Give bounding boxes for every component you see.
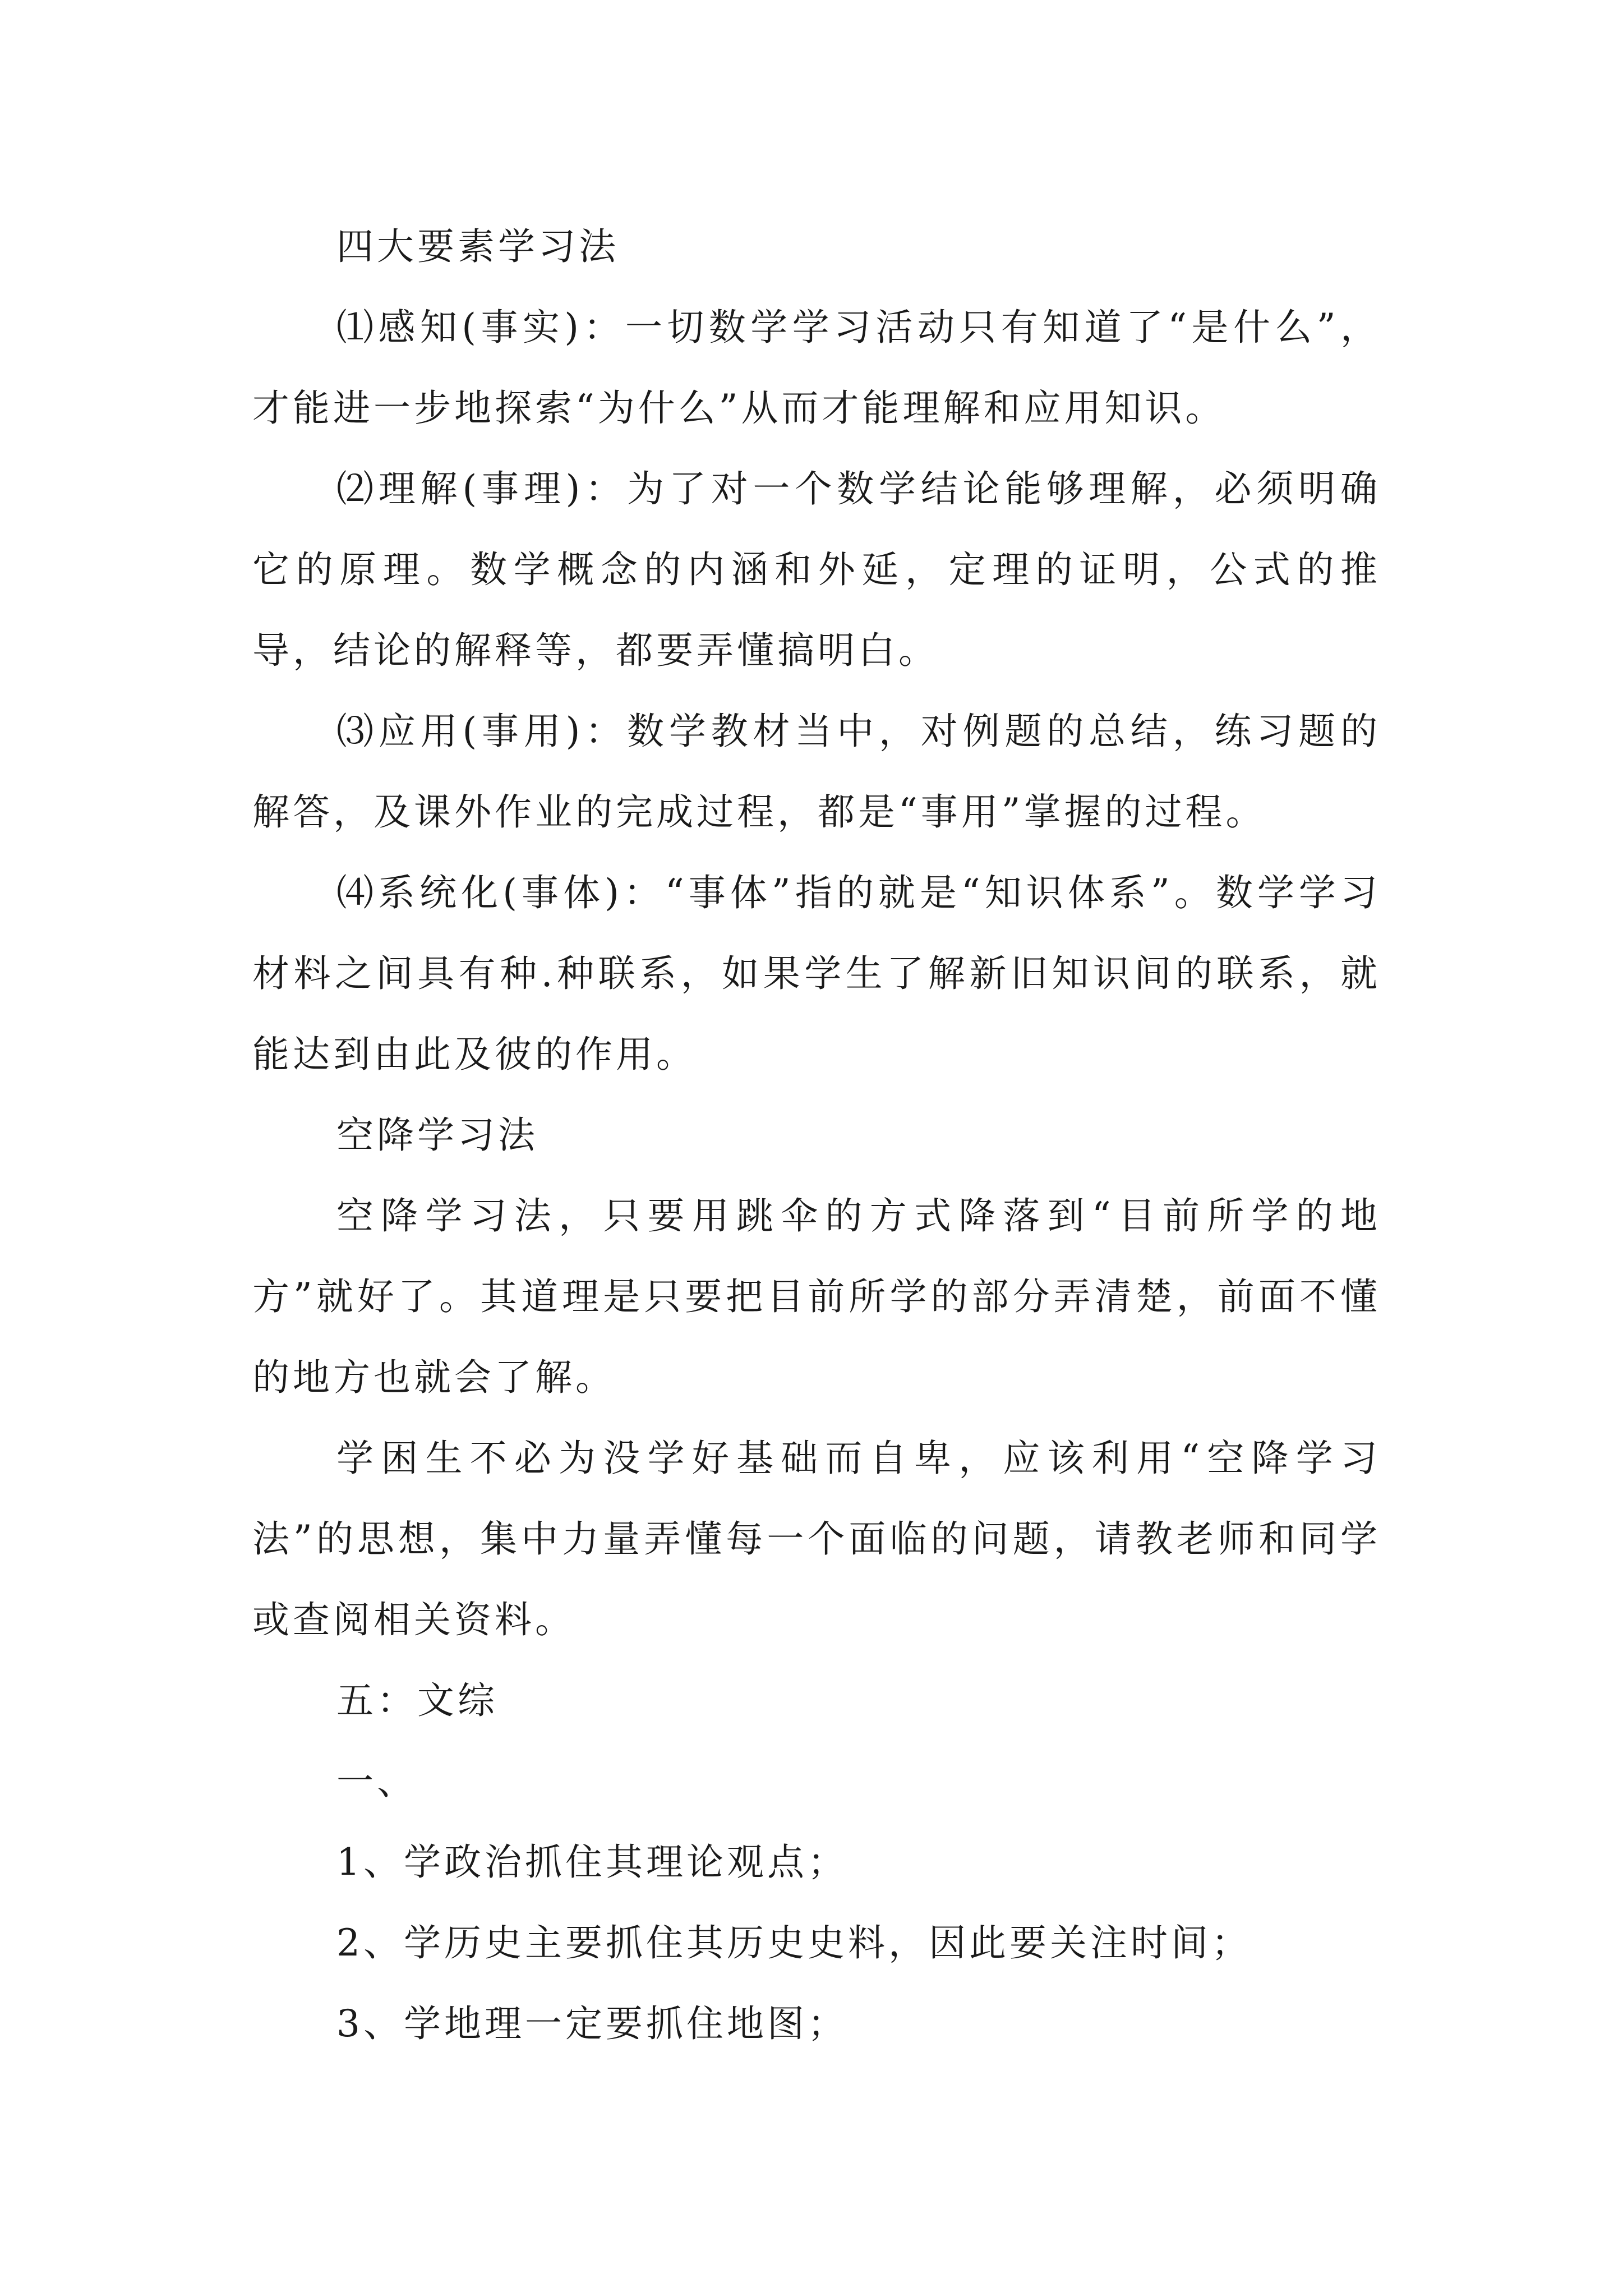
list-item-history: 2、学历史主要抓住其历史史料，因此要关注时间；	[336, 1921, 1252, 1964]
paragraph-struggling-students: 学困生不必为没学好基础而自卑，应该利用“空降学习法”的思想，集中力量弄懂每一个面临的问题，请教老师和同学或查阅相关资料。	[252, 1437, 1381, 1641]
list-item-politics: 1、学政治抓住其理论观点；	[336, 1841, 848, 1884]
paragraph-perception: ⑴感知(事实)：一切数学学习活动只有知道了“是什么”，才能进一步地探索“为什么”从而才能理解和应用知识。	[252, 306, 1381, 430]
paragraph-airdrop-method: 空降学习法，只要用跳伞的方式降落到“目前所学的地方”就好了。其道理是只要把目前所学的部分弄清楚，前面不懂的地方也就会了解。	[252, 1194, 1381, 1399]
subsection-heading-one: 一、	[336, 1760, 417, 1803]
section-heading-liberal-arts: 五：文综	[336, 1679, 498, 1722]
paragraph-application: ⑶应用(事用)：数学教材当中，对例题的总结，练习题的解答，及课外作业的完成过程，都是“事用”掌握的过程。	[252, 710, 1381, 834]
paragraph-systematization: ⑷系统化(事体)：“事体”指的就是“知识体系”。数学学习材料之间具有种.种联系，如果学生了解新旧知识间的联系，就能达到由此及彼的作用。	[252, 871, 1381, 1076]
section-heading-four-elements: 四大要素学习法	[336, 225, 619, 268]
paragraph-understanding: ⑵理解(事理)：为了对一个数学结论能够理解，必须明确它的原理。数学概念的内涵和外延，定理的证明，公式的推导，结论的解释等，都要弄懂搞明白。	[252, 467, 1381, 672]
document-body	[252, 206, 1381, 2064]
section-heading-airdrop: 空降学习法	[336, 1114, 538, 1157]
list-item-geography: 3、学地理一定要抓住地图；	[336, 2002, 848, 2045]
